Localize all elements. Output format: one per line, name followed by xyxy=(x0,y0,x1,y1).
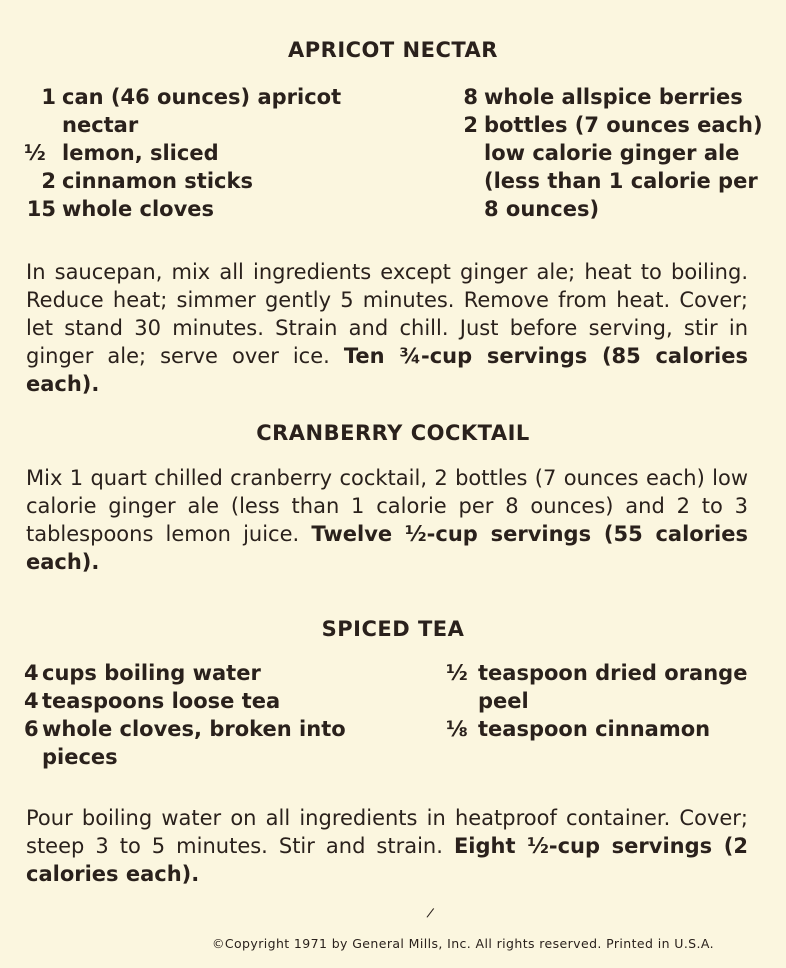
ingredient-item xyxy=(446,715,747,743)
apricot-directions xyxy=(26,258,748,398)
stray-mark: / xyxy=(425,905,435,922)
ingredient-text-cont: (less than 1 calorie per xyxy=(484,169,758,193)
ingredient-item xyxy=(24,687,346,715)
ingredient-text: teaspoon dried orange xyxy=(478,661,748,685)
recipe-title-cranberry-cocktail: CRANBERRY COCKTAIL xyxy=(256,421,530,445)
ingredient-text-cont: peel xyxy=(478,689,529,713)
ingredient-text: cups boiling water xyxy=(42,661,261,685)
ingredient-qty: ½ xyxy=(24,141,46,165)
ingredient-continuation xyxy=(24,111,341,139)
ingredient-item xyxy=(24,715,346,743)
ingredient-text: whole cloves xyxy=(62,197,215,221)
cranberry-directions xyxy=(26,464,748,576)
apricot-ingredients-left xyxy=(24,83,341,223)
ingredient-qty: 2 xyxy=(463,113,478,137)
ingredient-text: lemon, sliced xyxy=(62,141,219,165)
ingredient-qty: 4 xyxy=(24,689,39,713)
yield-text: Ten ¾-cup servings (85 calories each). xyxy=(26,344,748,396)
ingredient-text: teaspoon cinnamon xyxy=(478,717,711,741)
ingredient-qty: ½ xyxy=(446,661,468,685)
directions-text: Pour boiling water on all ingredients in heatproof container. Cover; steep 3 to 5 minutes. Stir and strain. xyxy=(26,806,748,858)
ingredient-text: whole allspice berries xyxy=(484,85,743,109)
ingredient-item xyxy=(462,111,763,139)
recipe-title-apricot-nectar: APRICOT NECTAR xyxy=(288,38,498,62)
ingredient-text: teaspoons loose tea xyxy=(42,689,281,713)
directions-text: Mix 1 quart chilled cranberry cocktail, 2 bottles (7 ounces each) low calorie ginger ale (less than 1 calorie per 8 ounces) and 2 to 3 tablespoons lemon juice. xyxy=(26,466,748,546)
ingredient-continuation xyxy=(462,195,763,223)
ingredient-text-cont: nectar xyxy=(62,113,139,137)
ingredient-qty: 6 xyxy=(24,717,39,741)
ingredient-item xyxy=(24,195,341,223)
ingredient-qty: 8 xyxy=(463,85,478,109)
ingredient-text: whole cloves, broken into xyxy=(42,717,346,741)
ingredient-qty: 1 xyxy=(41,85,56,109)
ingredient-continuation xyxy=(462,167,763,195)
ingredient-continuation xyxy=(24,743,346,771)
directions-text: In saucepan, mix all ingredients except ginger ale; heat to boiling. Reduce heat; simmer gently 5 minutes. Remove from heat. Cover; let stand 30 minutes. Strain and chill. Just before serving, stir in ginger ale; serve over ice. xyxy=(26,260,748,368)
tea-directions xyxy=(26,804,748,888)
ingredient-item xyxy=(24,659,346,687)
tea-ingredients-right xyxy=(446,659,747,743)
ingredient-item xyxy=(462,83,763,111)
ingredient-text-cont: low calorie ginger ale xyxy=(484,141,740,165)
copyright-notice: ©Copyright 1971 by General Mills, Inc. All rights reserved. Printed in U.S.A. xyxy=(211,936,714,951)
ingredient-text: cinnamon sticks xyxy=(62,169,253,193)
ingredient-qty: 15 xyxy=(26,197,56,221)
ingredient-item xyxy=(24,167,341,195)
ingredient-continuation xyxy=(462,139,763,167)
ingredient-text-cont: 8 ounces) xyxy=(484,197,600,221)
ingredient-text: bottles (7 ounces each) xyxy=(484,113,763,137)
ingredient-item xyxy=(24,139,341,167)
yield-text: Eight ½-cup servings (2 calories each). xyxy=(26,834,748,886)
ingredient-text: can (46 ounces) apricot xyxy=(62,85,342,109)
ingredient-continuation xyxy=(446,687,747,715)
ingredient-item xyxy=(446,659,747,687)
ingredient-qty: ⅛ xyxy=(446,717,468,741)
tea-ingredients-left xyxy=(24,659,346,771)
ingredient-text-cont: pieces xyxy=(42,745,118,769)
ingredient-qty: 4 xyxy=(24,661,39,685)
ingredient-qty: 2 xyxy=(41,169,56,193)
recipe-title-spiced-tea: SPICED TEA xyxy=(321,617,465,641)
yield-text: Twelve ½-cup servings (55 calories each). xyxy=(26,522,749,574)
apricot-ingredients-right xyxy=(462,83,763,223)
ingredient-item xyxy=(24,83,341,111)
